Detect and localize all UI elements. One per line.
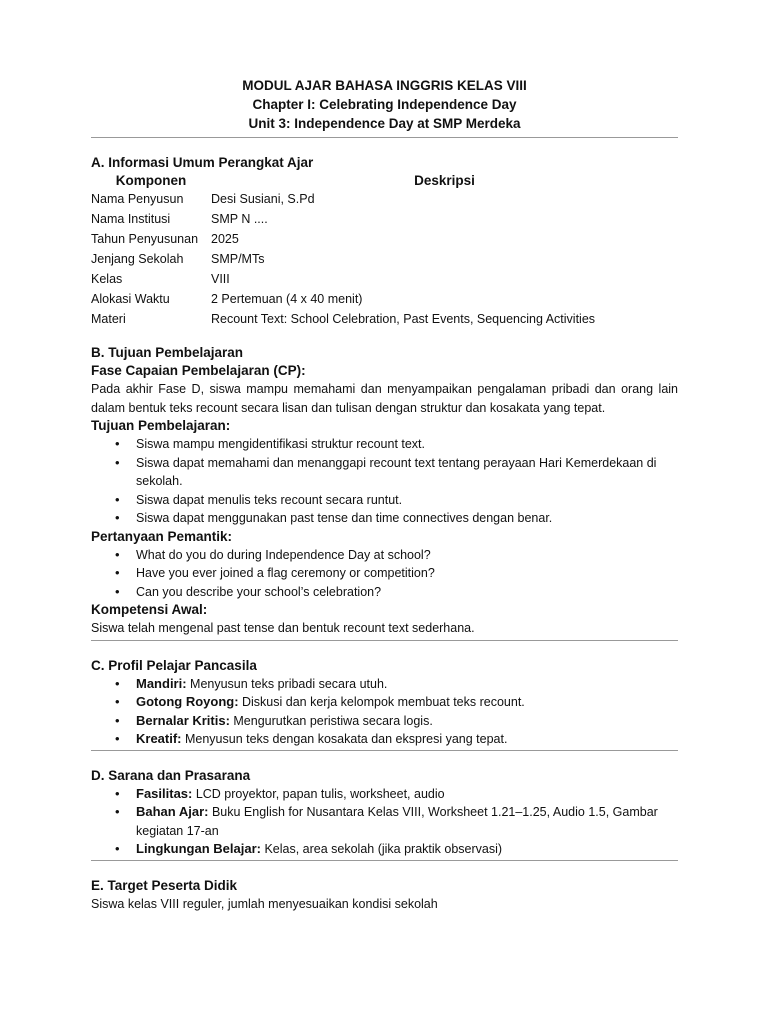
row-value: Recount Text: School Celebration, Past Events, Sequencing Activities [211,312,596,326]
target-text: Siswa kelas VIII reguler, jumlah menyesuaikan kondisi sekolah [91,896,438,911]
cp-title: Fase Capaian Pembelajaran (CP): [91,363,306,378]
list-item: • Siswa dapat menulis teks recount secara runtut. [136,491,678,510]
tp-list [91,435,678,528]
list-item [136,803,678,840]
profil-list [91,675,678,749]
row-label: Kelas [91,272,123,286]
section-sarana-prasarana [91,767,678,859]
item-text: Diskusi dan kerja kelompok membuat teks recount. [238,695,525,709]
list-item: • What do you do during Independence Day at school? [136,546,678,565]
table-row [91,290,678,310]
table-row [91,310,678,330]
table-row [91,190,678,210]
item-text: Menyusun teks pribadi secara utuh. [186,676,388,691]
list-item: • Siswa dapat memahami dan menanggapi recount text tentang perayaan Hari Kemerdekaan di sekolah. [136,454,678,491]
list-item [136,693,678,712]
sarana-list [91,785,678,859]
document-header [91,76,678,133]
list-item [136,712,678,731]
row-value: VIII [211,272,230,286]
item-key: Bahan Ajar: [136,804,209,819]
item-text: Buku English for Nusantara Kelas VIII, Worksheet 1.21–1.25, Audio 1.5, Gambar kegiatan 17-an [136,805,658,838]
table-row [91,270,678,290]
tp-title: Tujuan Pembelajaran: [91,418,231,433]
row-label: Nama Institusi [91,212,171,226]
item-key: Kreatif: [136,731,182,746]
document-content [91,76,678,913]
section-profil-pelajar [91,657,678,749]
list-item: • Siswa mampu mengidentifikasi struktur recount text. [136,435,678,454]
section-title: A. Informasi Umum Perangkat Ajar [91,155,314,170]
row-label: Materi [91,312,126,326]
row-value: 2 Pertemuan (4 x 40 menit) [211,292,363,306]
chapter-title: Chapter I: Celebrating Independence Day [252,97,517,112]
section-title: D. Sarana dan Prasarana [91,767,251,783]
item-key: Gotong Royong: [136,694,239,709]
cp-paragraph: Pada akhir Fase D, siswa mampu memahami dan menyampaikan pengalaman pribadi dan orang lain dalam bentuk teks recount secara lisan dan tulisan dengan struktur dan kosakata yang tepat. [91,382,678,415]
row-label: Tahun Penyusunan [91,232,199,246]
list-item [136,785,678,804]
table-header-row [91,172,678,190]
row-value: Desi Susiani, S.Pd [211,192,315,206]
column-header-deskripsi: Deskripsi [414,173,475,188]
list-item: • Have you ever joined a flag ceremony or competition? [136,564,678,583]
list-item [136,730,678,749]
item-key: Bernalar Kritis: [136,712,230,728]
section-title: C. Profil Pelajar Pancasila [91,657,257,673]
item-text: Kelas, area sekolah (jika praktik observasi) [260,842,503,856]
ka-title: Kompetensi Awal: [91,602,208,617]
item-text: Mengurutkan peristiwa secara logis. [229,713,433,728]
section-title: E. Target Peserta Didik [91,877,238,893]
divider [91,860,678,861]
list-item [136,675,678,694]
divider [91,640,678,641]
table-row [91,250,678,270]
section-informasi-umum [91,154,678,330]
item-text: LCD proyektor, papan tulis, worksheet, audio [192,786,445,801]
section-tujuan-pembelajaran [91,344,678,638]
ka-text: Siswa telah mengenal past tense dan bentuk recount text sederhana. [91,621,475,635]
list-item: • Siswa dapat menggunakan past tense dan time connectives dengan benar. [136,509,678,528]
table-row [91,210,678,230]
section-title: B. Tujuan Pembelajaran [91,345,244,360]
info-table [91,172,678,330]
row-label: Jenjang Sekolah [91,252,184,266]
row-label: Alokasi Waktu [91,292,170,306]
item-key: Fasilitas: [136,785,193,801]
item-text: Menyusun teks dengan kosakata dan ekspresi yang tepat. [181,732,508,746]
table-row [91,230,678,250]
section-target-peserta [91,877,678,914]
row-value: SMP/MTs [211,252,265,266]
unit-title: Unit 3: Independence Day at SMP Merdeka [248,116,521,131]
item-key: Lingkungan Belajar: [136,841,261,856]
row-value: 2025 [211,232,239,246]
module-title: MODUL AJAR BAHASA INGGRIS KELAS VIII [242,78,527,93]
row-value: SMP N .... [211,212,268,226]
pp-list [91,546,678,602]
divider [91,750,678,751]
row-label: Nama Penyusun [91,192,184,206]
list-item [136,840,678,859]
pp-title: Pertanyaan Pemantik: [91,528,233,544]
column-header-komponen: Komponen [115,173,187,188]
list-item: • Can you describe your school’s celebration? [136,583,678,602]
item-key: Mandiri: [136,675,187,691]
divider [91,137,678,138]
